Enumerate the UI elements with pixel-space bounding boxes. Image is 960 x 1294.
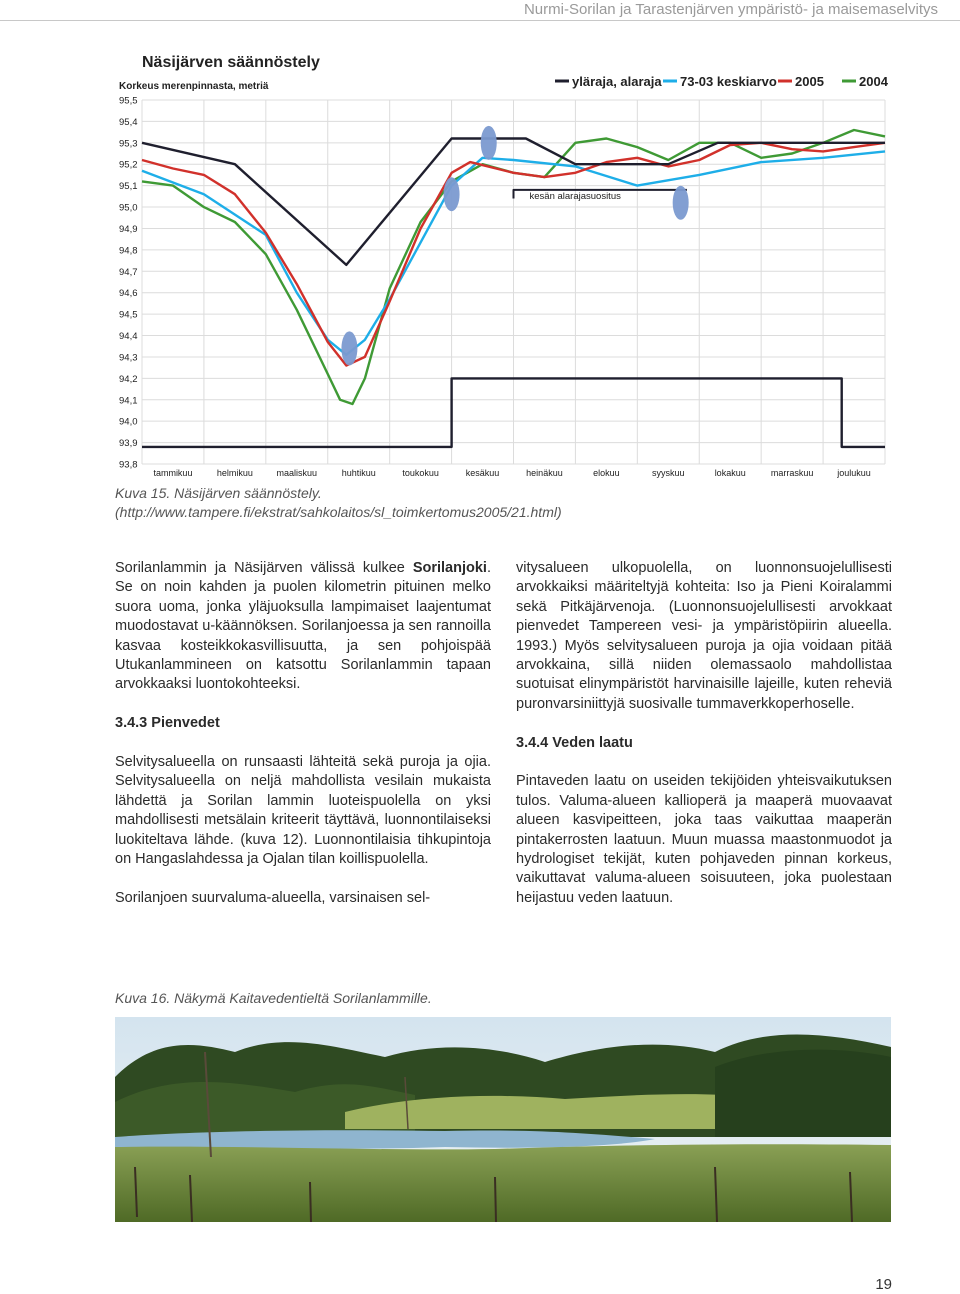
chart-markers xyxy=(341,126,688,366)
landscape-photo-illustration xyxy=(115,1017,891,1222)
x-tick-label: elokuu xyxy=(593,468,620,478)
y-tick-label: 94,1 xyxy=(119,395,138,407)
y-tick-label: 94,3 xyxy=(119,352,138,364)
legend-label: 2005 xyxy=(795,74,824,89)
regulation-marker xyxy=(673,186,689,220)
y-tick-label: 94,8 xyxy=(119,245,138,257)
legend-label: 2004 xyxy=(859,74,888,89)
section-heading-veden-laatu: 3.4.4 Veden laatu xyxy=(516,734,633,751)
page-number: 19 xyxy=(875,1276,892,1293)
running-header: Nurmi-Sorilan ja Tarastenjärven ympäristö- ja maisemaselvitys xyxy=(523,1,938,18)
y-tick-label: 94,9 xyxy=(119,223,138,235)
veden-laatu-paragraph: Pintaveden laatu on useiden tekijöiden yhteisvaikutuksen tulos. Valuma-alueen kallioperä ja maaperä muovaavat alueen kasvipeitteen, joka taas vaikuttaa maaperän pintakerrosten laatuun. Muun muassa maastonmuodot ja hydrologiset tekijät, kuten pohjaveden pinnan korkeus, vaikuttavat valuma-alueen soisuuteen, joka puolestaan heijastuu veden laatuun. xyxy=(516,773,892,906)
left-text-column xyxy=(115,559,491,928)
y-tick-label: 95,3 xyxy=(119,138,138,150)
pienvedet-paragraph: Selvitysalueella on runsaasti lähteitä sekä puroja ja ojia. Selvitysalueella on neljä mahdollista vesilain mukaista lähdettä ja Sorilan lammin luoteispuolella on yksi mahdollisesti metsälain kriteerit täyttävä, luonnontilaiseksi luokiteltava lähde. (kuva 12). Luonnontilaisia tihkupintoja on Hangaslahdessa ja Ojalan tilan koillispuolella. xyxy=(115,754,491,868)
x-tick-label: maaliskuu xyxy=(276,468,318,478)
x-tick-label: huhtikuu xyxy=(341,468,376,478)
chart-x-tick-labels xyxy=(153,468,870,478)
section-heading-pienvedet: 3.4.3 Pienvedet xyxy=(115,715,220,732)
y-tick-label: 95,5 xyxy=(119,95,138,107)
y-tick-label: 94,5 xyxy=(119,309,138,321)
regulation-marker xyxy=(481,126,497,160)
x-tick-label: kesäkuu xyxy=(465,468,500,478)
y-tick-label: 93,8 xyxy=(119,459,138,471)
chart-legend xyxy=(555,74,889,89)
x-tick-label: lokakuu xyxy=(714,468,746,478)
chart-y-tick-labels xyxy=(119,96,138,471)
regulation-marker xyxy=(341,331,357,365)
x-tick-label: helmikuu xyxy=(216,468,253,478)
y-tick-label: 95,1 xyxy=(119,181,138,193)
regulation-chart xyxy=(115,42,891,486)
y-tick-label: 94,6 xyxy=(119,288,138,300)
y-tick-label: 94,2 xyxy=(119,373,138,385)
suurvaluma-paragraph: Sorilanjoen suurvaluma-alueella, varsinaisen sel- xyxy=(115,889,431,906)
sorilanjoki-term: Sorilanjoki xyxy=(412,560,487,576)
landscape-photo xyxy=(115,1017,891,1222)
regulation-chart-svg xyxy=(115,42,891,486)
para-lead: Sorilanlammin ja Näsijärven välissä kulkee xyxy=(115,560,413,576)
chart-gridlines xyxy=(142,100,885,464)
continued-paragraph: vitysalueen ulkopuolella, on luonnonsuojelullisesti arvokkaiksi määriteltyjä kohteita: Iso ja Pieni Koiralammi sekä Pitkäjärvenoja. (Luonnonsuojelullisesti arvokkaat pienvedet Tampereen vesi- ja ympäristöpiirin alueella. 1993.) Myös selvitysalueen puroja ja ojia voidaan pitää arvokkaina, sillä niiden olemassaolo mahdollistaa suotuisat elinympäristöt harvinaisille lajeille, kuten reheviä puronvarsiniittyjä suosivalle tummaverkkoperhoselle. xyxy=(516,560,892,712)
y-tick-label: 95,0 xyxy=(119,202,138,214)
para-rest: . Se on noin kahden ja puolen kilometrin pituinen melko suora uoma, jonka yläjuoksulla lampimaiset laajentumat muodostavat u-käännöksen. Sorilanjoessa ja sen rannoilla kasvaa kosteikkokasvillisuutta, ja sen pohjoispää Utukanlammineen on katsottu Sorilanlammin tapaan arvokkaaksi luontokohteeksi. xyxy=(115,560,491,693)
x-tick-label: heinäkuu xyxy=(526,468,563,478)
sorilanjoki-paragraph xyxy=(115,559,491,695)
x-tick-label: joulukuu xyxy=(837,468,871,478)
chart-title: Näsijärven säännöstely xyxy=(142,54,320,71)
figure-15-caption-line-1: Kuva 15. Näsijärven säännöstely. xyxy=(115,485,322,501)
figure-15-caption xyxy=(115,484,562,522)
figure-16-caption: Kuva 16. Näkymä Kaitavedentieltä Sorilanlammille. xyxy=(115,990,432,1006)
y-tick-label: 94,4 xyxy=(119,331,138,343)
regulation-marker xyxy=(444,177,460,211)
legend-label: 73-03 keskiarvo xyxy=(680,74,777,89)
figure-15-caption-line-2: (http://www.tampere.fi/ekstrat/sahkolaitos/sl_toimkertomus2005/21.html) xyxy=(115,504,562,520)
y-tick-label: 95,2 xyxy=(119,159,138,171)
summer-limit-annotation: kesän alarajasuositus xyxy=(529,190,621,202)
chart-y-axis-label: Korkeus merenpinnasta, metriä xyxy=(119,81,269,92)
y-tick-label: 94,7 xyxy=(119,266,138,278)
x-tick-label: toukokuu xyxy=(402,468,439,478)
x-tick-label: tammikuu xyxy=(153,468,193,478)
right-text-column xyxy=(516,559,892,928)
header-divider xyxy=(0,20,960,21)
y-tick-label: 95,4 xyxy=(119,116,138,128)
x-tick-label: marraskuu xyxy=(770,468,814,478)
x-tick-label: syyskuu xyxy=(652,468,685,478)
y-tick-label: 93,9 xyxy=(119,438,138,450)
y-tick-label: 94,0 xyxy=(119,416,138,428)
legend-label: yläraja, alaraja xyxy=(572,74,662,89)
